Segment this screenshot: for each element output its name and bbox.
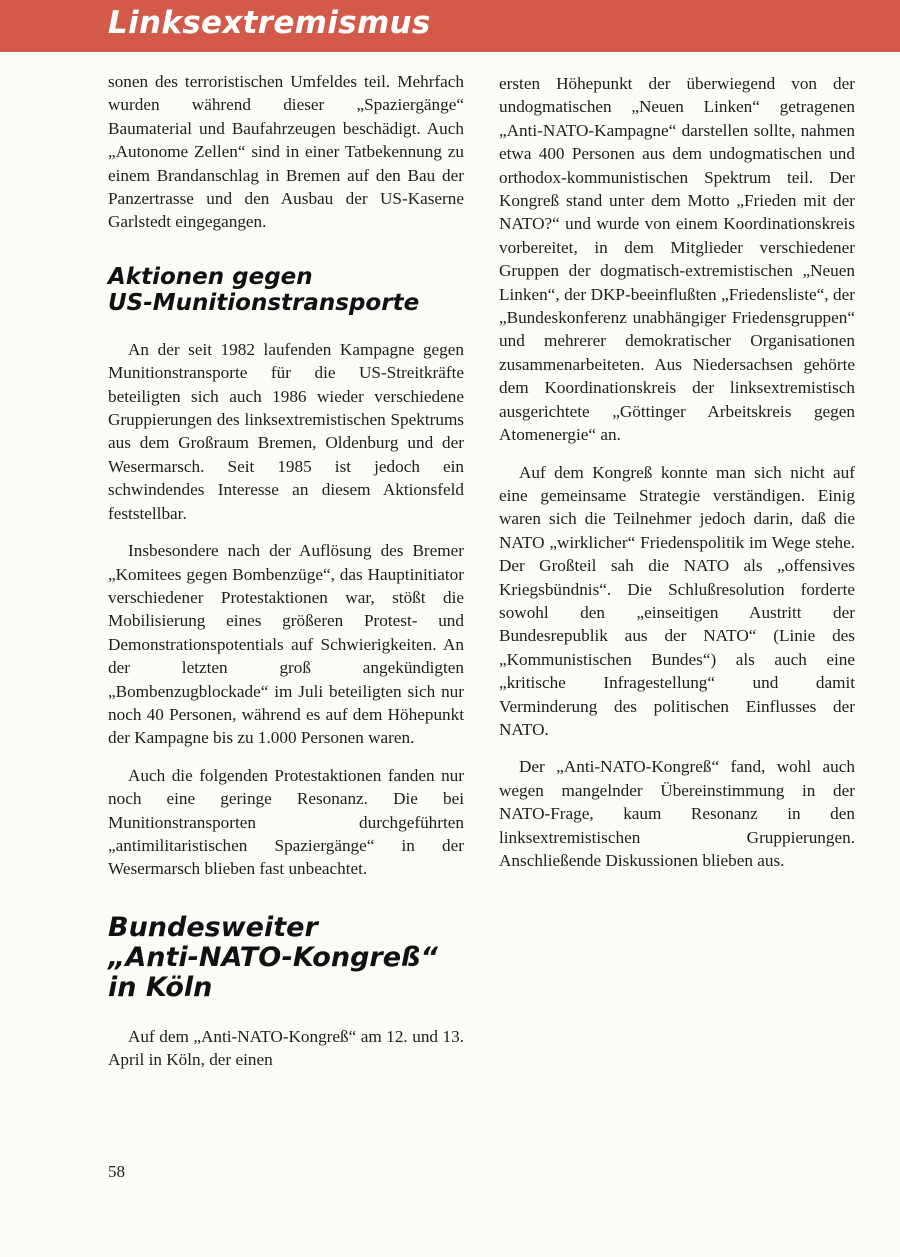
body-paragraph: Auch die folgenden Protestaktionen fanden nur noch eine geringe Resonanz. Die bei Munitionstransporten durchgeführten „antimilitaristischen Spaziergänge“ in der Wesermarsch blieben fast unbeachtet. [108,765,464,879]
body-paragraph: Auf dem „Anti-NATO-Kongreß“ am 12. und 13. April in Köln, der einen [108,1026,464,1070]
intro-paragraph: sonen des terroristischen Umfeldes teil. Mehrfach wurden während dieser „Spaziergänge“ Baumaterial und Baufahrzeugen beschädigt. Auch „Autonome Zellen“ sind in einer Tatbekennung zu einem Brandanschlag in Bremen auf den Bau der Panzertrasse und den Ausbau der US-Kaserne Garlstedt eingegangen. [108,72,464,232]
body-paragraph: An der seit 1982 laufenden Kampagne gegen Munitionstransporte für die US-Streitkräfte beteiligten sich auch 1986 wieder verschiedene Gruppierungen des linksextremistischen Spektrums aus dem Großraum Bremen, Oldenburg und der Wesermarsch. Seit 1985 ist jedoch ein schwindendes Interesse an diesem Aktionsfeld feststellbar. [108,339,464,523]
page-number: 58 [108,1162,125,1181]
body-paragraph: Der „Anti-NATO-Kongreß“ fand, wohl auch wegen mangelnder Übereinstimmung in der NATO-Frage, kaum Resonanz in den linksextremistischen Gruppierungen. Anschließende Diskussionen blieben aus. [499,757,855,870]
body-paragraph: Insbesondere nach der Auflösung des Bremer „Komitees gegen Bombenzüge“, das Hauptinitiator verschiedener Protestaktionen war, stößt die Mobilisierung eines größeren Protest- und Demonstrationspotentials auf Schwierigkeiten. An der letzten groß angekündigten „Bombenzugblockade“ im Juli beteiligten sich nur noch 40 Personen, während es auf dem Höhepunkt der Kampagne bis zu 1.000 Personen waren. [108,541,464,748]
heading-line: in Köln [108,971,213,1003]
body-paragraph: ersten Höhepunkt der überwiegend von der undogmatischen „Neuen Linken“ getragenen „Anti-NATO-Kampagne“ darstellen sollte, nahmen etwa 400 Personen aus dem undogmatischen und orthodox-kommunistischen Spektrum teil. Der Kongreß stand unter dem Motto „Frieden mit der NATO?“ und wurde von einem Koordinationskreis vorbereitet, in dem Mitglieder verschiedener Gruppen der dogmatisch-extremistischen „Neuen Linken“, der DKP-beeinflußten „Friedensliste“, der „Bundeskonferenz unabhängiger Friedensgruppen“ und mehrerer demokratischer Organisationen zusammenarbeiteten. Aus Niedersachsen gehörte dem Koordinationskreis der linksextremistisch ausgerichtete „Göttinger Arbeitskreis gegen Atomenergie“ an. [499,74,855,445]
body-paragraph: Auf dem Kongreß konnte man sich nicht auf eine gemeinsame Strategie verständigen. Einig waren sich die Teilnehmer jedoch darin, daß die NATO „wirklicher“ Friedenspolitik im Wege stehe. Der Großteil sah die NATO als „offensives Kriegsbündnis“. Die Schlußresolution forderte sowohl den „einseitigen Austritt der Bundesrepublik aus der NATO“ (Linie des „Kommunistischen Bundes“) als auch eine „kritische Infragestellung“ und damit Verminderung des politischen Einflusses der NATO. [499,462,855,739]
section-heading-anti-nato-kongress [108,913,464,1003]
right-column [499,72,855,886]
heading-line: US-Munitionstransporte [108,289,420,316]
page-title: Linksextremismus [108,5,431,41]
heading-line: Aktionen gegen [108,263,313,290]
heading-line: „Anti-NATO-Kongreß“ [108,941,438,973]
left-column [108,70,464,1072]
section-heading-munitionstransporte [108,264,464,316]
heading-line: Bundesweiter [108,911,318,943]
